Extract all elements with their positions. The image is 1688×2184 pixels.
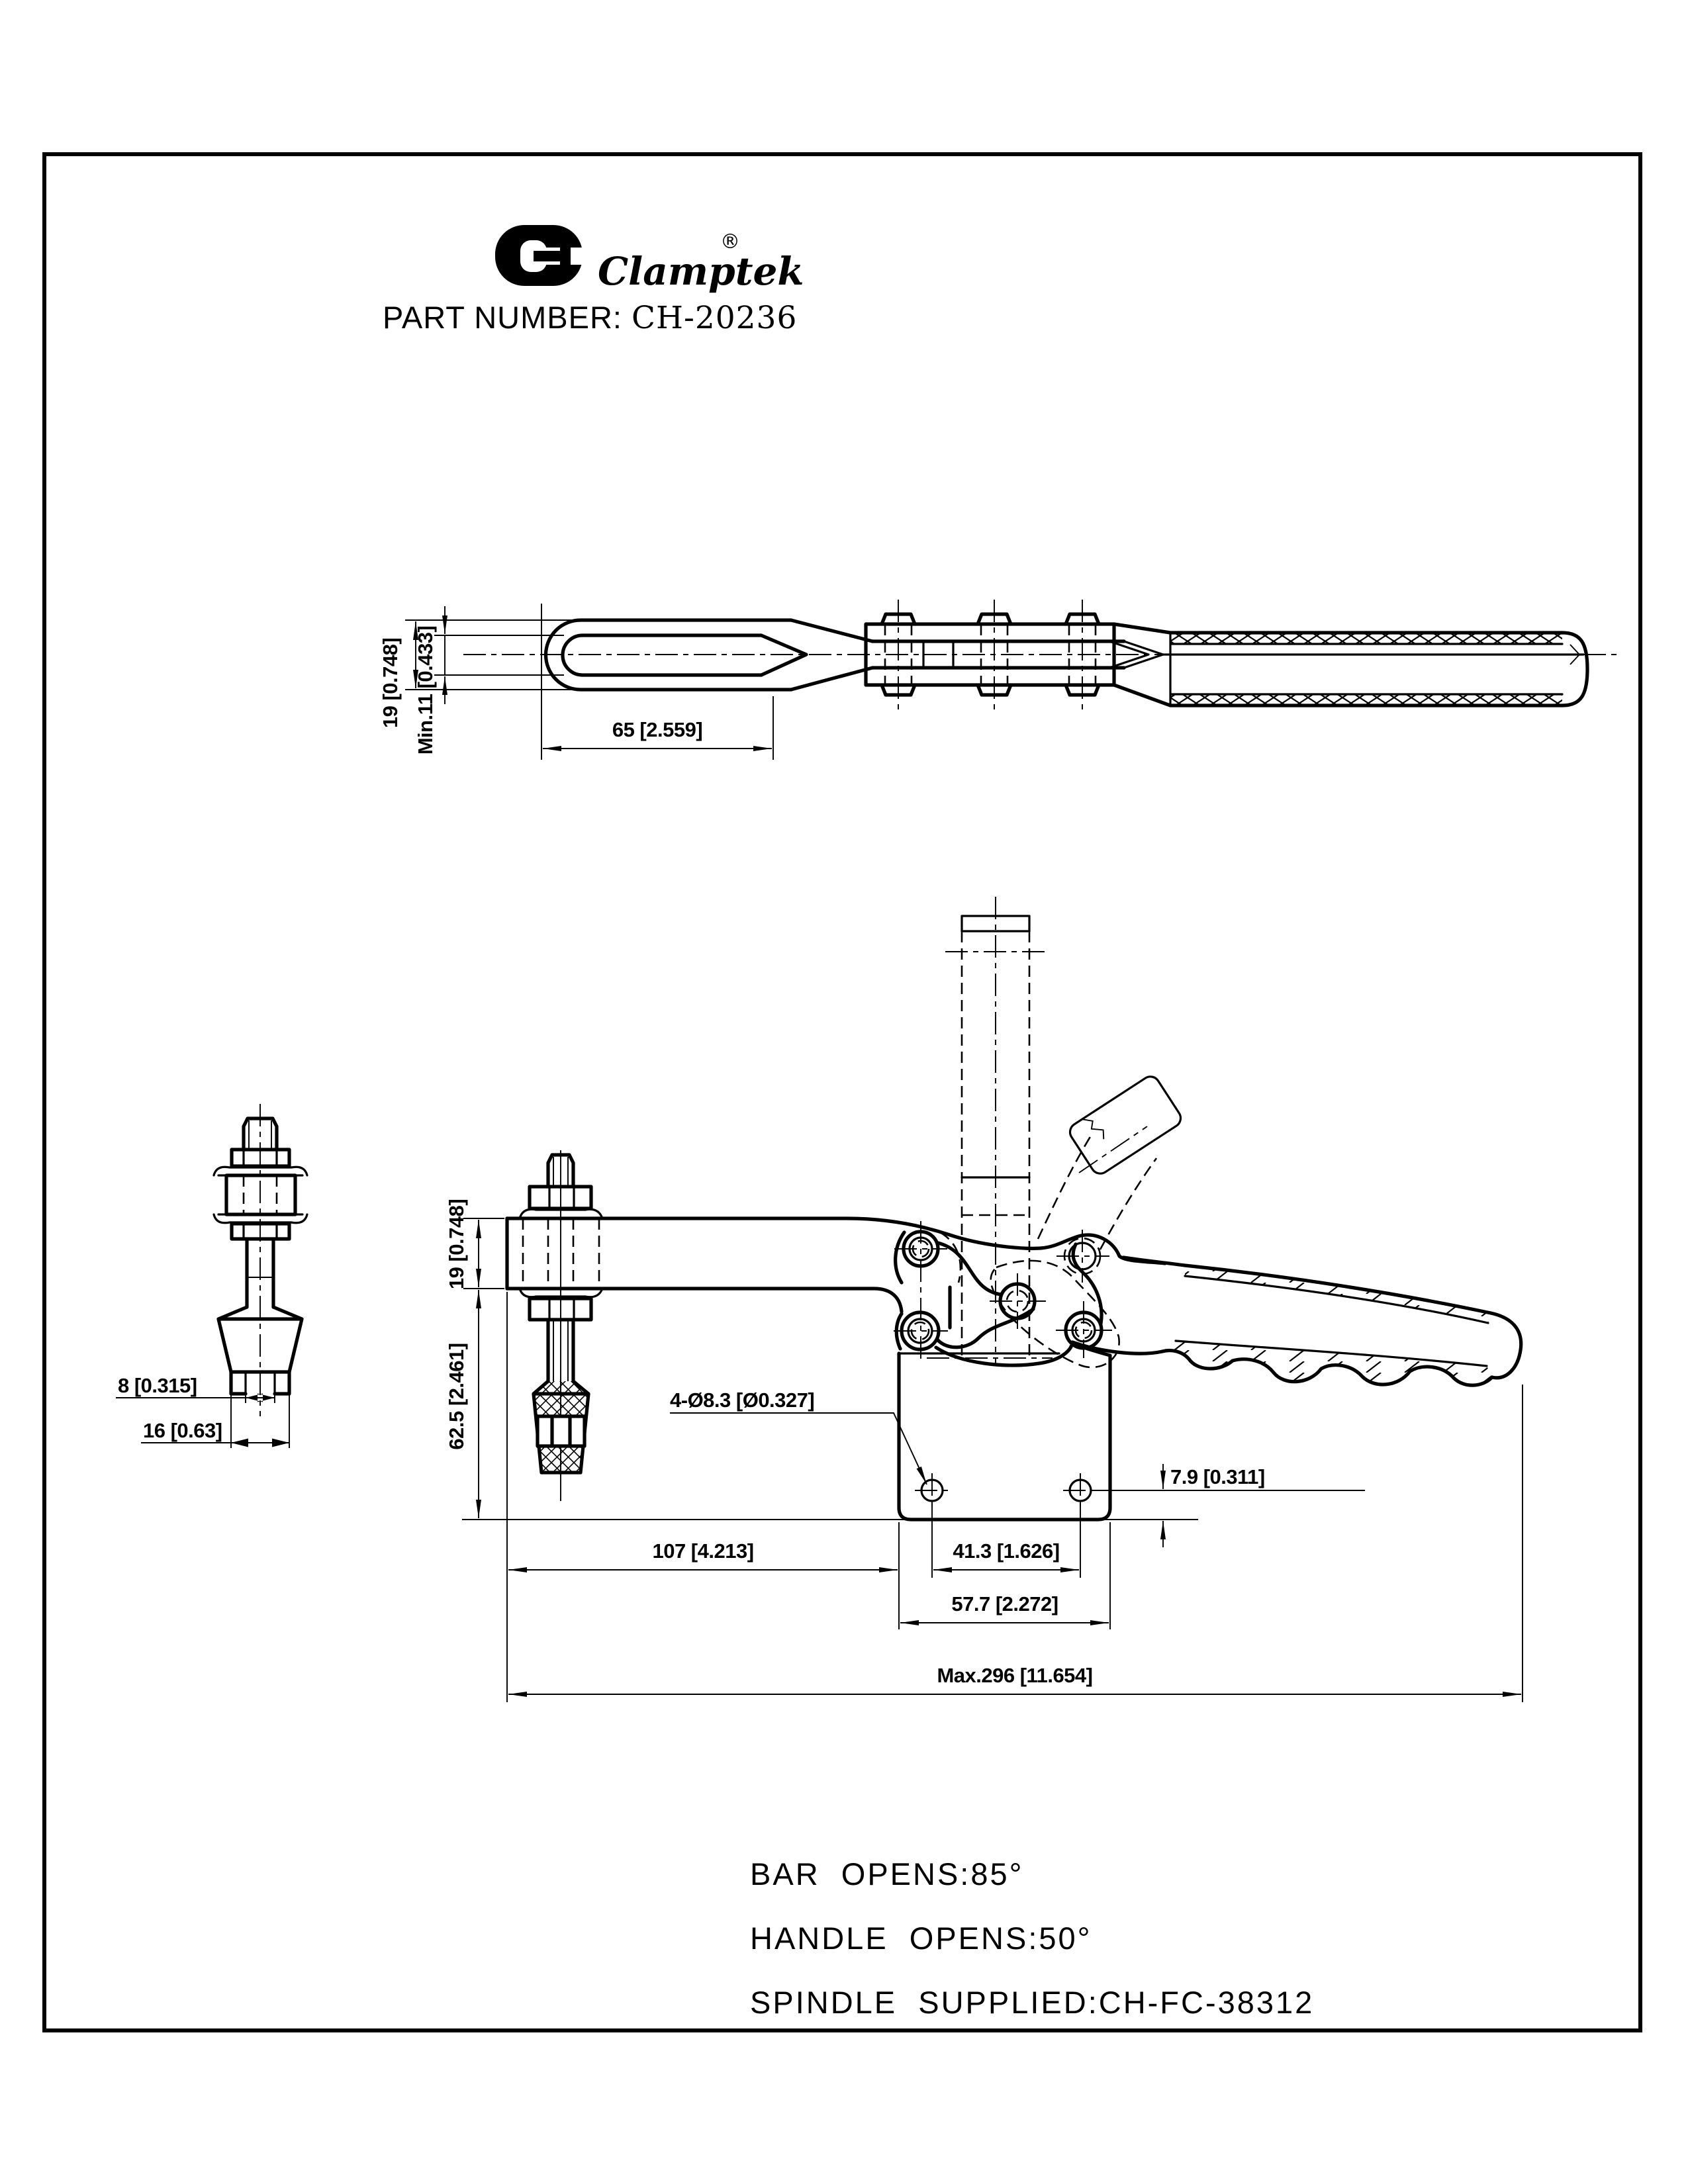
spindle-front-view <box>116 1104 307 1448</box>
dim-front-inner: 8 [0.315] <box>118 1374 197 1397</box>
part-number-line: PART NUMBER: CH-20236 <box>383 300 798 336</box>
side-view-dimensions <box>445 1199 1523 1702</box>
spindle-side <box>520 1150 602 1501</box>
arm-bar-side <box>507 1218 1165 1328</box>
dim-top-height: 19 [0.748] <box>379 637 402 729</box>
brand-name: Clamptek <box>598 249 804 294</box>
clamptek-logo-icon <box>495 225 583 286</box>
dim-top-length: 65 [2.559] <box>612 718 703 741</box>
front-view-dimensions <box>116 1374 289 1448</box>
notes-block <box>750 1856 1314 2020</box>
note-handle-opens: HANDLE OPENS:50° <box>750 1921 1092 1956</box>
dim-side-max: Max.296 [11.654] <box>937 1664 1093 1687</box>
note-spindle-supplied: SPINDLE SUPPLIED:CH-FC-38312 <box>750 1985 1315 2020</box>
dim-side-edge: 7.9 [0.311] <box>1170 1465 1265 1488</box>
top-view-dimensions <box>379 604 773 760</box>
dim-side-reach: 107 [4.213] <box>652 1539 754 1563</box>
handle-open-position <box>1038 1073 1184 1250</box>
dim-top-slot: Min.11 [0.433] <box>414 625 437 755</box>
note-bar-opens: BAR OPENS:85° <box>750 1856 1024 1891</box>
registered-mark: ® <box>720 230 740 253</box>
handle-side <box>1072 1257 1521 1385</box>
dim-side-height: 62.5 [2.461] <box>445 1343 468 1450</box>
handle-grip-top <box>1114 624 1587 705</box>
brand-block <box>383 225 804 336</box>
dim-side-spacing: 41.3 [1.626] <box>953 1539 1060 1563</box>
base-plate <box>899 1353 1110 1520</box>
side-view <box>445 897 1523 1702</box>
top-view <box>379 600 1619 760</box>
dim-side-base: 57.7 [2.272] <box>951 1592 1058 1615</box>
dim-front-outer: 16 [0.63] <box>143 1419 222 1442</box>
dim-side-holes: 4-Ø8.3 [Ø0.327] <box>670 1388 815 1412</box>
dim-side-bar: 19 [0.748] <box>445 1199 468 1290</box>
sheet-border <box>44 154 1640 2030</box>
